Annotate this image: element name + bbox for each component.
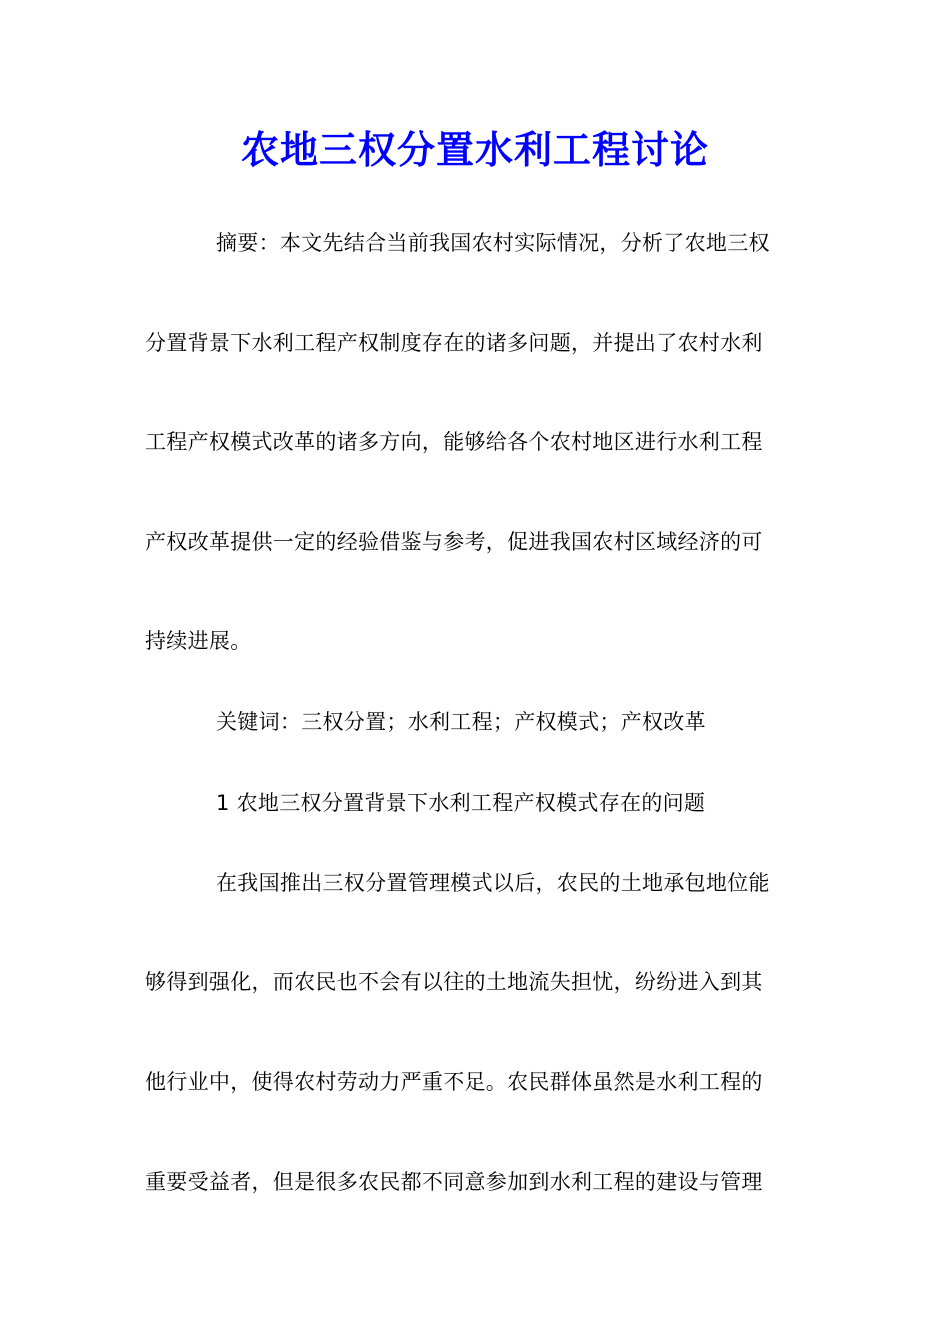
abstract-line-5: 持续进展。 [145, 629, 252, 653]
abstract-line-4: 产权改革提供一定的经验借鉴与参考，促进我国农村区域经济的可 [145, 530, 763, 554]
body-line-3: 他行业中，使得农村劳动力严重不足。农民群体虽然是水利工程的 [145, 1070, 763, 1094]
section-heading-1: 1 农地三权分置背景下水利工程产权模式存在的问题 [216, 791, 706, 815]
abstract-line-3: 工程产权模式改革的诸多方向，能够给各个农村地区进行水利工程 [145, 430, 763, 454]
body-line-2: 够得到强化，而农民也不会有以往的土地流失担忧，纷纷进入到其 [145, 970, 763, 994]
keywords-line: 关键词：三权分置；水利工程；产权模式；产权改革 [216, 710, 706, 734]
document-title: 农地三权分置水利工程讨论 [240, 127, 709, 172]
body-line-4: 重要受益者，但是很多农民都不同意参加到水利工程的建设与管理 [145, 1170, 763, 1194]
abstract-line-2: 分置背景下水利工程产权制度存在的诸多问题，并提出了农村水利 [145, 331, 763, 355]
body-line-1: 在我国推出三权分置管理模式以后，农民的土地承包地位能 [216, 871, 770, 895]
abstract-line-1: 摘要：本文先结合当前我国农村实际情况，分析了农地三权 [216, 231, 770, 255]
